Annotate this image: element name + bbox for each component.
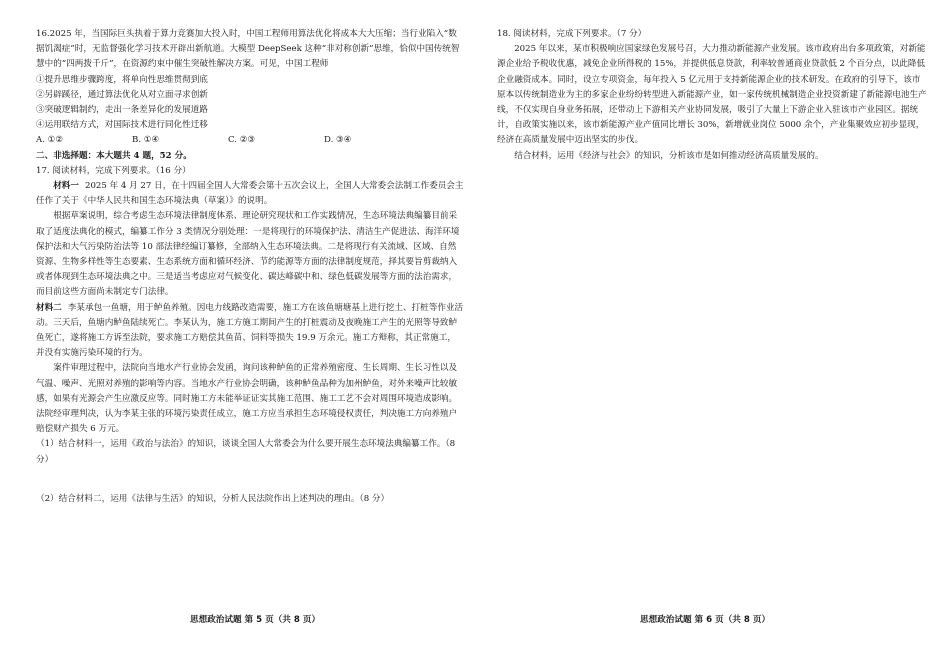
material-1-intro: 2025 年 4 月 27 日，在十四届全国人大常委会第十五次会议上，全国人大常委会法制工作委员会主任作了关于《中华人民共和国生态环境法典（草案）》的说明。	[36, 181, 464, 207]
q17-sub-question-2: （2）结合材料二，运用《法律与生活》的知识，分析人民法院作出上述判决的理由。（8 分）	[36, 493, 390, 504]
q16-choices	[36, 133, 464, 148]
choice-c: C. ②③	[228, 135, 256, 146]
right-page-footer: 思想政治试题 第 6 页（共 8 页）	[640, 615, 771, 625]
material-2-intro: 李某承包一鱼塘，用于鲈鱼养殖。因电力线路改造需要，施工方在该鱼塘塘基上进行挖土、打桩等作业活动。三天后，鱼塘内鲈鱼陆续死亡。李某认为，施工方施工期间产生的打桩震动及夜晚施工产生的光照等导致鲈鱼死亡，遂将施工方诉至法院，要求施工方赔偿其鱼苗、饲料等损失 19.9 万余元。施工方辩称，其正常施工，并没有实施污染环境的行为。	[36, 302, 464, 359]
material-1-label: 材料一	[53, 181, 79, 192]
q16-option-3: ③突破逻辑制约，走出一条差异化的发展道路	[36, 105, 208, 116]
material-2-body: 案件审理过程中，法院向当地水产行业协会发函，询问该种鲈鱼的正常养殖密度、生长周期、生长习性以及气温、噪声、光照对养殖的影响等内容。当地水产行业协会明确，该种鲈鱼品种为加州鲈鱼，对外来噪声比较敏感，如果有光源会产生应激反应等。同时施工方未能举证证实其施工范围、施工工艺不会对周围环境造成影响。法院经审理判决，认为李某主张的环境污染责任成立，施工方应当承担生态环境侵权责任，判决施工方向养殖户赔偿财产损失 6 万元。	[36, 363, 458, 435]
right-column	[497, 27, 927, 164]
section-heading: 二、非选择题：本大题共 4 题，52 分。	[36, 150, 192, 161]
q16-option-2: ②另辟蹊径，通过算法优化从对立面寻求创新	[36, 89, 208, 100]
q17-head: 17. 阅读材料，完成下列要求。（16 分）	[36, 165, 191, 176]
left-page-footer: 思想政治试题 第 5 页（共 8 页）	[190, 615, 321, 625]
q16-option-4: ④运用联结方式，对国际技术进行同化性迁移	[36, 120, 208, 131]
choice-d: D. ③④	[324, 135, 352, 146]
q18-head: 18. 阅读材料，完成下列要求。（7 分）	[497, 29, 647, 39]
q16-stem: 16.2025 年，当国际巨头执着于算力竞赛加大投入时，中国工程师用算法优化将成本大大压缩；当行业陷入“数据饥渴症”时，无监督强化学习技术开辟出新航道。大模型 DeepSeek 这种“非对称创新”思维，恰似中国传统智慧中的“四两拨千斤”，在资源约束中催生突破性解决方案。可见，中国工程师	[36, 29, 460, 70]
q18-task: 结合材料，运用《经济与社会》的知识，分析该市是如何推动经济高质量发展的。	[514, 150, 824, 161]
choice-b: B. ①④	[132, 135, 160, 146]
left-column	[36, 27, 464, 507]
material-2-label: 材料二	[36, 302, 62, 313]
q18-material: 2025 年以来，某市积极响应国家绿色发展号召，大力推动新能源产业发展。该市政府出台多项政策，对新能源企业给予税收优惠，减免企业所得税的 15%，并提供低息贷款，利率较普通商业贷款低 2 个百分点，以此降低企业融资成本。同时，设立专项资金，每年投入 5 亿元用于支持新能源企业的技术研发。在政府的引导下，该市原本以传统制造业为主的多家企业纷纷转型进入新能源产业，如一家传统机械制造企业投资新建了新能源电池生产线，不仅实现自身业务拓展，还带动上下游相关产业协同发展，吸引了大量上下游企业入驻该市产业园区。据统计，自政策实施以来，该市新能源产业产值同比增长 30%，新增就业岗位 5000 余个，产业集聚效应初步显现，经济在高质量发展中迈出坚实的步伐。	[497, 44, 927, 146]
material-1-body: 根据草案说明，综合考虑生态环境法律制度体系、理论研究现状和工作实践情况，生态环境法典编纂目前采取了适度法典化的模式，编纂工作分 3 类情况分别处理：一是将现行的环境保护法、清洁生产促进法、海洋环境保护法和大气污染防治法等 10 部法律经编订纂修，全部纳入生态环境法典。二是将现行有关流域、区域、自然资源、生物多样性等生态要素、生态系统方面和循环经济、节约能源等方面的法律制度规范，择其要旨剪裁纳入或者体现到生态环境法典之中。三是适当考虑应对气候变化、碳达峰碳中和、绿色低碳发展等方面的法治需求，而目前这些方面尚未制定专门法律。	[36, 211, 460, 298]
q16-option-1: ①提升思维步骤跨度，将单向性思维贯彻到底	[36, 74, 208, 85]
page-right	[475, 0, 950, 659]
choice-a: A. ①②	[36, 135, 64, 146]
q17-sub-question-1: （1）结合材料一，运用《政治与法治》的知识，谈谈全国人大常委会为什么要开展生态环境法典编纂工作。（8 分）	[36, 439, 456, 465]
